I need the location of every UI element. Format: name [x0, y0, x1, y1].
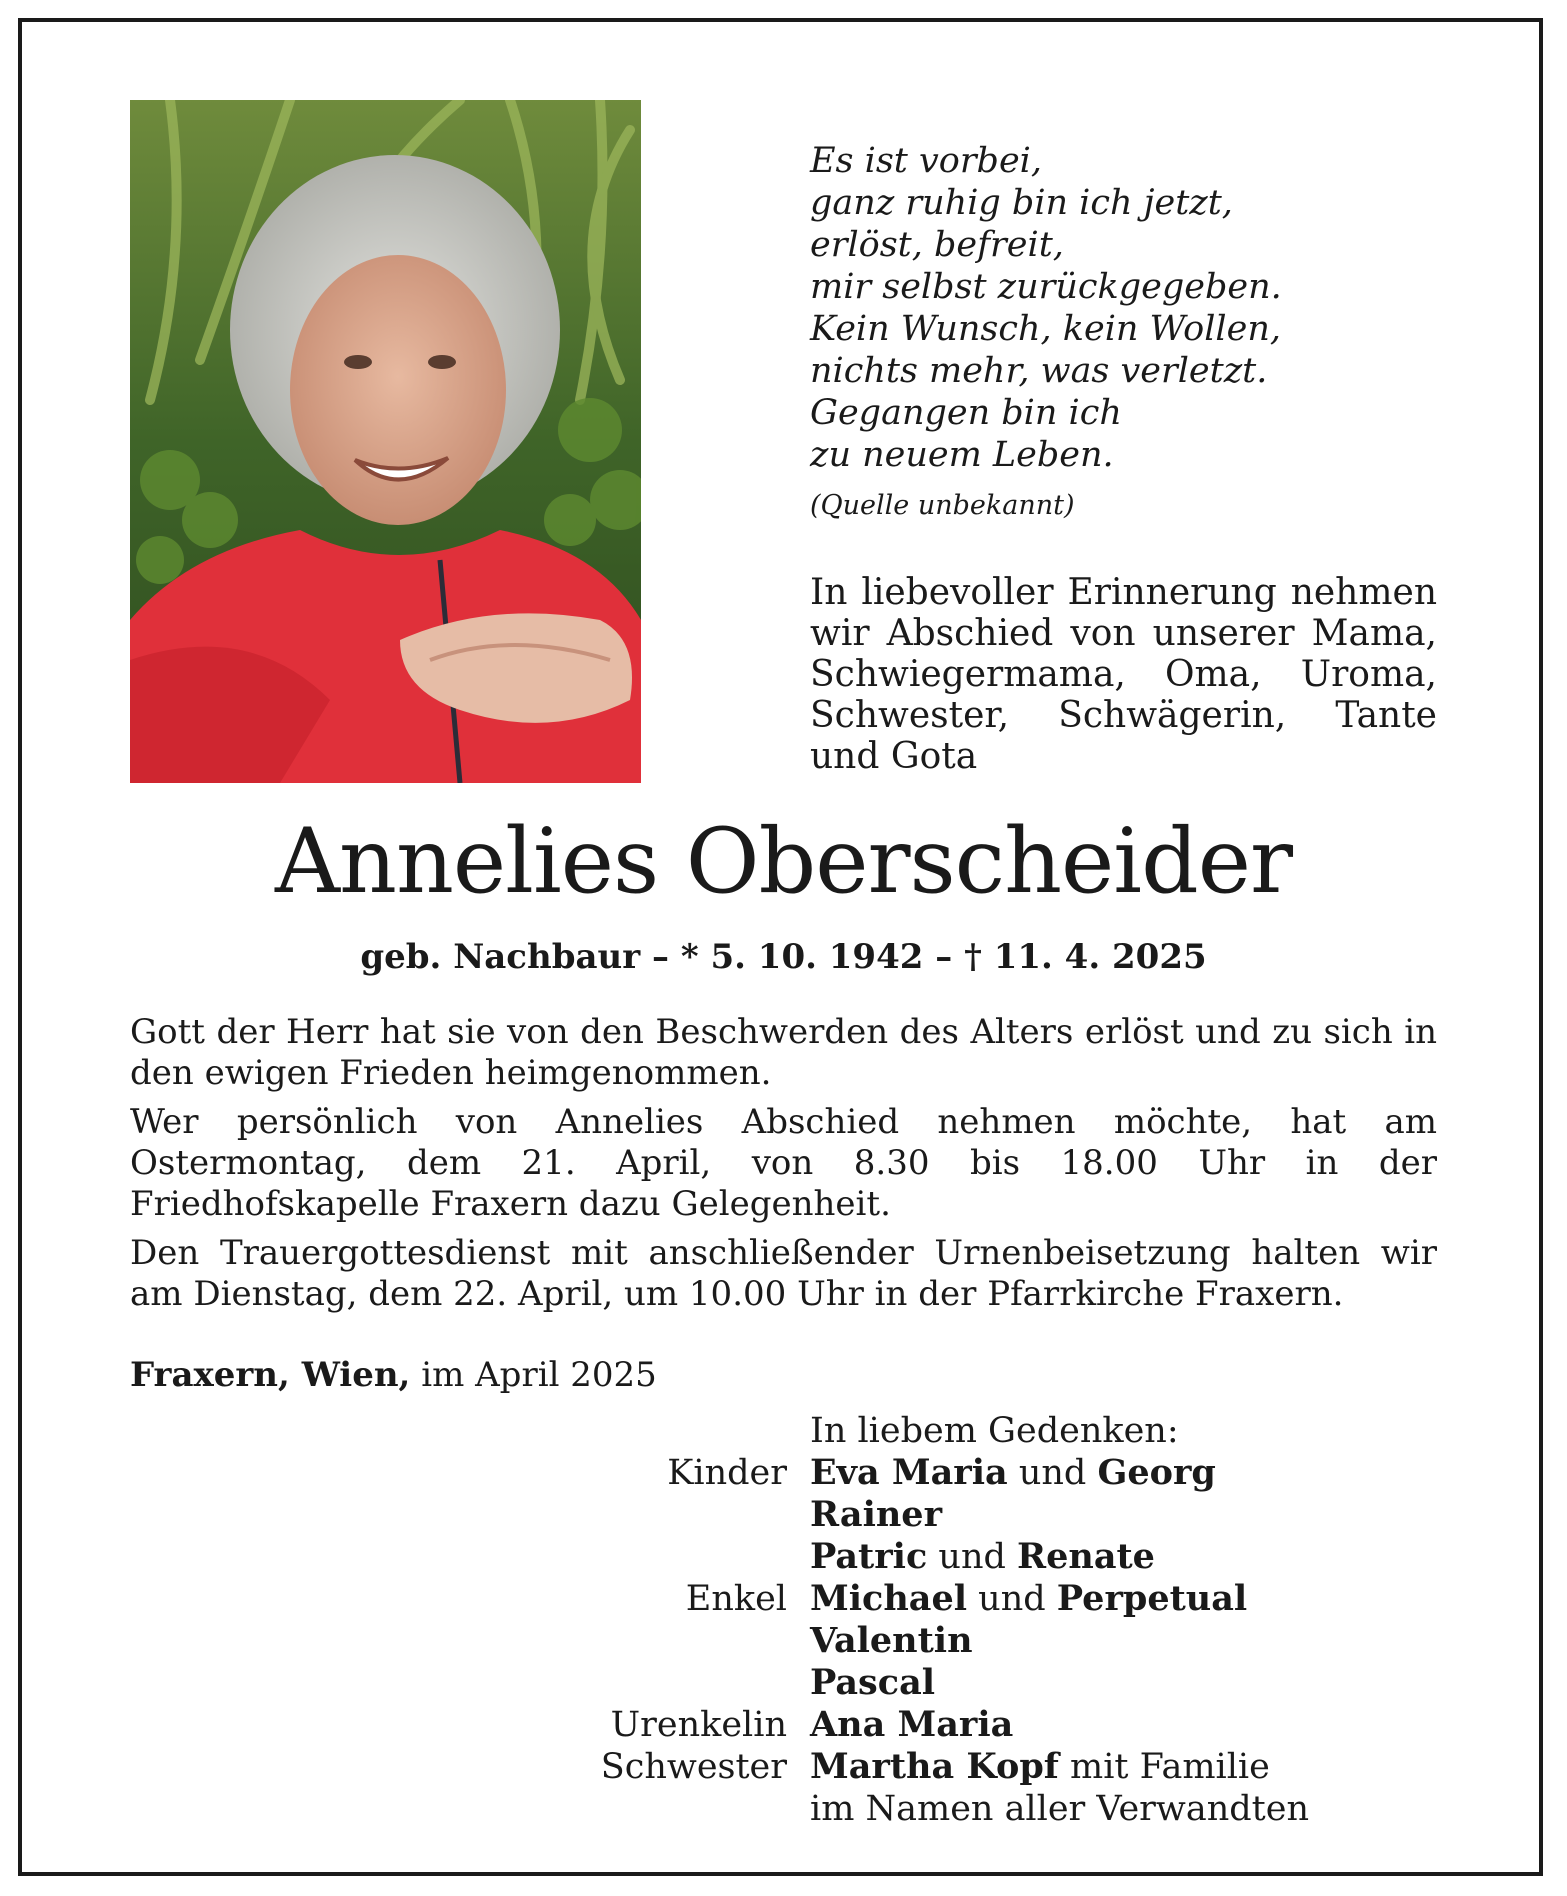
mourner-row: [0, 1662, 1567, 1704]
mourner-name: Valentin: [810, 1620, 973, 1661]
mourner-name: Georg: [1097, 1452, 1216, 1493]
body-text: [130, 1012, 1437, 1323]
poem-line: Es ist vorbei,: [810, 141, 1042, 181]
place-names: Fraxern, Wien,: [130, 1355, 411, 1395]
mourners-heading: In liebem Gedenken:: [810, 1411, 1179, 1451]
mourner-row: [0, 1452, 1567, 1494]
poem-line: ganz ruhig bin ich jetzt,: [810, 183, 1233, 223]
deceased-name: Annelies Oberscheider: [275, 809, 1292, 914]
name-connector: und: [1007, 1453, 1098, 1493]
mourner-name: Perpetual: [1056, 1578, 1248, 1619]
poem-line: Kein Wunsch, kein Wollen,: [810, 309, 1281, 349]
mourner-name: Michael: [810, 1578, 968, 1619]
poem-line: nichts mehr, was verletzt.: [810, 351, 1268, 391]
relation-label: Schwester: [600, 1747, 787, 1787]
name-connector: und: [967, 1579, 1057, 1619]
mourner-name: Renate: [1017, 1536, 1155, 1577]
mourner-name: Patric: [810, 1536, 928, 1577]
relation-label: Urenkelin: [610, 1705, 787, 1745]
mourner-row: [0, 1704, 1567, 1746]
mourner-name: Ana Maria: [810, 1704, 1014, 1745]
mourner-name: Rainer: [810, 1494, 943, 1535]
poem-line: Gegangen bin ich: [810, 393, 1122, 433]
mourner-name: Eva Maria: [810, 1452, 1008, 1493]
mourner-row: [0, 1494, 1567, 1536]
poem-source: (Quelle unbekannt): [810, 490, 1075, 521]
paragraph: Wer persönlich von Annelies Abschied nehmen möchte, hat am Ostermontag, dem 21. April, von 8.30 bis 18.00 Uhr in der Friedhofskapelle Fraxern dazu Gelegenheit.: [130, 1102, 1437, 1224]
poem-line: zu neuem Leben.: [810, 435, 1114, 475]
intro-text: In liebevoller Erinnerung nehmen wir Abschied von unserer Mama, Schwiegermama, Oma, Uroma, Schwester, Schwägerin, Tante und Gota: [810, 572, 1437, 777]
paragraph: Den Trauergottesdienst mit anschließender Urnenbeisetzung halten wir am Dienstag, dem 22. April, um 10.00 Uhr in der Pfarrkirche Fraxern.: [130, 1233, 1437, 1314]
mourners-closing: im Namen aller Verwandten: [810, 1789, 1309, 1829]
relation-label: Enkel: [685, 1579, 787, 1619]
mourner-name: Pascal: [810, 1662, 936, 1703]
date-text: im April 2025: [410, 1355, 657, 1395]
portrait-photo: [130, 100, 641, 783]
mourners-list: [0, 1410, 1567, 1830]
mourner-row: [0, 1578, 1567, 1620]
poem-line: mir selbst zurückgegeben.: [810, 267, 1282, 307]
poem-line: erlöst, befreit,: [810, 225, 1064, 265]
birth-death-line: geb. Nachbaur – * 5. 10. 1942 – † 11. 4. 2025: [360, 937, 1207, 977]
mourner-row: [0, 1746, 1567, 1788]
relation-label: Kinder: [667, 1453, 787, 1493]
place-date: [130, 1355, 657, 1395]
mourner-row: [0, 1536, 1567, 1578]
name-suffix: mit Familie: [1058, 1747, 1270, 1787]
mourner-row: [0, 1620, 1567, 1662]
paragraph: Gott der Herr hat sie von den Beschwerden des Alters erlöst und zu sich in den ewigen Frieden heimgenommen.: [130, 1012, 1437, 1093]
mourner-name: Martha Kopf: [810, 1746, 1059, 1787]
name-connector: und: [927, 1537, 1018, 1577]
poem: [810, 140, 1450, 476]
